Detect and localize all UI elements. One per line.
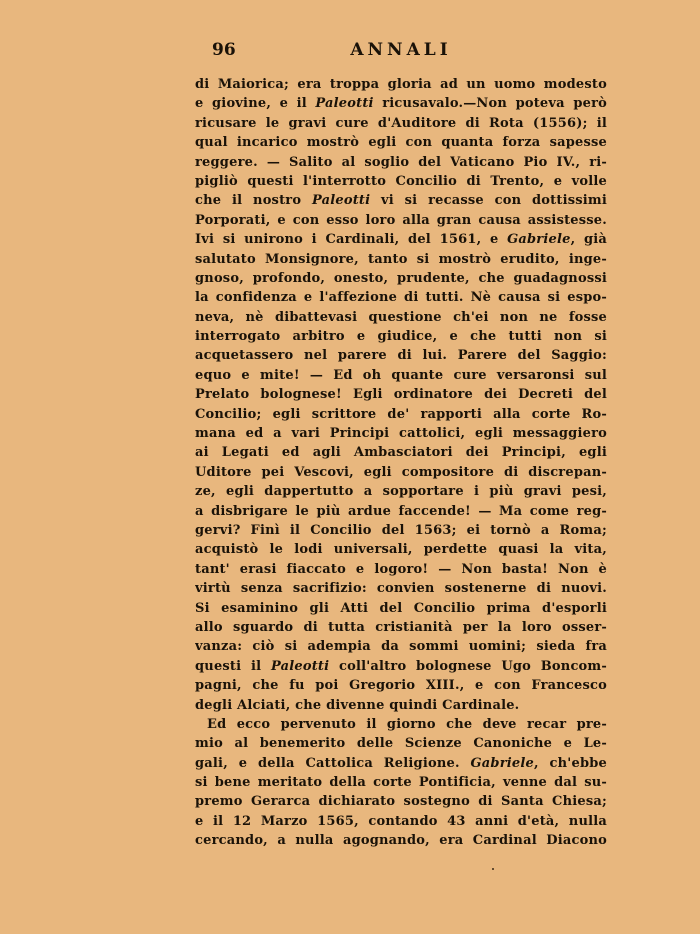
text-line: cercando, a nulla agognando, era Cardinal Diacono [195,833,607,849]
text-line: mio al benemerito delle Scienze Canoniche e Le- [195,736,607,752]
text-line: che il nostro Paleotti vi si recasse con dottissimi [195,193,607,209]
text-line: Ed ecco pervenuto il giorno che deve recar pre- [207,716,607,732]
text-line: e giovine, e il Paleotti ricusavalo.—Non poteva però [195,96,607,112]
text-line: gervi? Finì il Concilio del 1563; ei tornò a Roma; [195,522,607,538]
text-line: neva, nè dibattevasi questione ch'ei non ne fosse [195,309,607,325]
body-text [195,75,607,851]
text-line: premo Gerarca dichiarato sostegno di Santa Chiesa; [195,794,607,810]
text-line: reggere. — Salito al soglio del Vaticano Pio IV., ri- [195,154,607,170]
text-line: pigliò questi l'interrotto Concilio di Trento, e volle [195,173,607,189]
text-line: si bene meritato della corte Pontificia, venne dal su- [195,775,607,791]
text-line: mana ed a vari Principi cattolici, egli messaggiero [195,426,607,442]
text-line: tant' erasi fiaccato e logoro! — Non basta! Non è [195,561,607,577]
text-line: ze, egli dappertutto a sopportare i più gravi pesi, [195,484,607,500]
text-line: pagni, che fu poi Gregorio XIII., e con Francesco [195,678,607,694]
text-line: Porporati, e con esso loro alla gran causa assistesse. [195,212,607,228]
text-line: acquistò le lodi universali, perdette quasi la vita, [195,542,607,558]
print-speck [492,868,494,870]
text-line: ricusare le gravi cure d'Auditore di Rota (1556); il [195,115,607,131]
text-line: qual incarico mostrò egli con quanta forza sapesse [195,135,607,151]
text-line: Uditore pei Vescovi, egli compositore di discrepan- [195,464,607,480]
running-title: ANNALI [350,40,452,60]
text-line: e il 12 Marzo 1565, contando 43 anni d'età, nulla [195,813,607,829]
text-line: a disbrigare le più ardue faccende! — Ma come reg- [195,503,607,519]
text-line: vanza: ciò si adempia da sommi uomini; sieda fra [195,639,607,655]
text-line: Ivi si unirono i Cardinali, del 1561, e Gabriele, già [195,232,607,248]
page-number: 96 [212,40,236,60]
text-line: Concilio; egli scrittore de' rapporti alla corte Ro- [195,406,607,422]
text-line: questi il Paleotti coll'altro bolognese Ugo Boncom- [195,658,607,674]
text-line: virtù senza sacrifizio: convien sostenerne di nuovi. [195,581,607,597]
text-line: equo e mite! — Ed oh quante cure versaronsi sul [195,367,607,383]
page-header [195,40,607,62]
text-line: interrogato arbitro e giudice, e che tutti non si [195,329,607,345]
text-line: la confidenza e l'affezione di tutti. Nè causa si espo- [195,290,607,306]
text-line: Si esaminino gli Atti del Concilio prima d'esporli [195,600,607,616]
text-line: di Maiorica; era troppa gloria ad un uomo modesto [195,77,607,92]
text-line: acquetassero nel parere di lui. Parere del Saggio: [195,348,607,364]
text-line: Prelato bolognese! Egli ordinatore dei Decreti del [195,387,607,403]
text-line: ai Legati ed agli Ambasciatori dei Principi, egli [195,445,607,461]
text-line: gnoso, profondo, onesto, prudente, che guadagnossi [195,270,607,286]
text-line: allo sguardo di tutta cristianità per la loro osser- [195,619,607,635]
text-line: gali, e della Cattolica Religione. Gabriele, ch'ebbe [195,755,607,771]
text-line: degli Alciati, che divenne quindi Cardinale. [195,697,520,713]
text-line: salutato Monsignore, tanto si mostrò erudito, inge- [195,251,607,267]
